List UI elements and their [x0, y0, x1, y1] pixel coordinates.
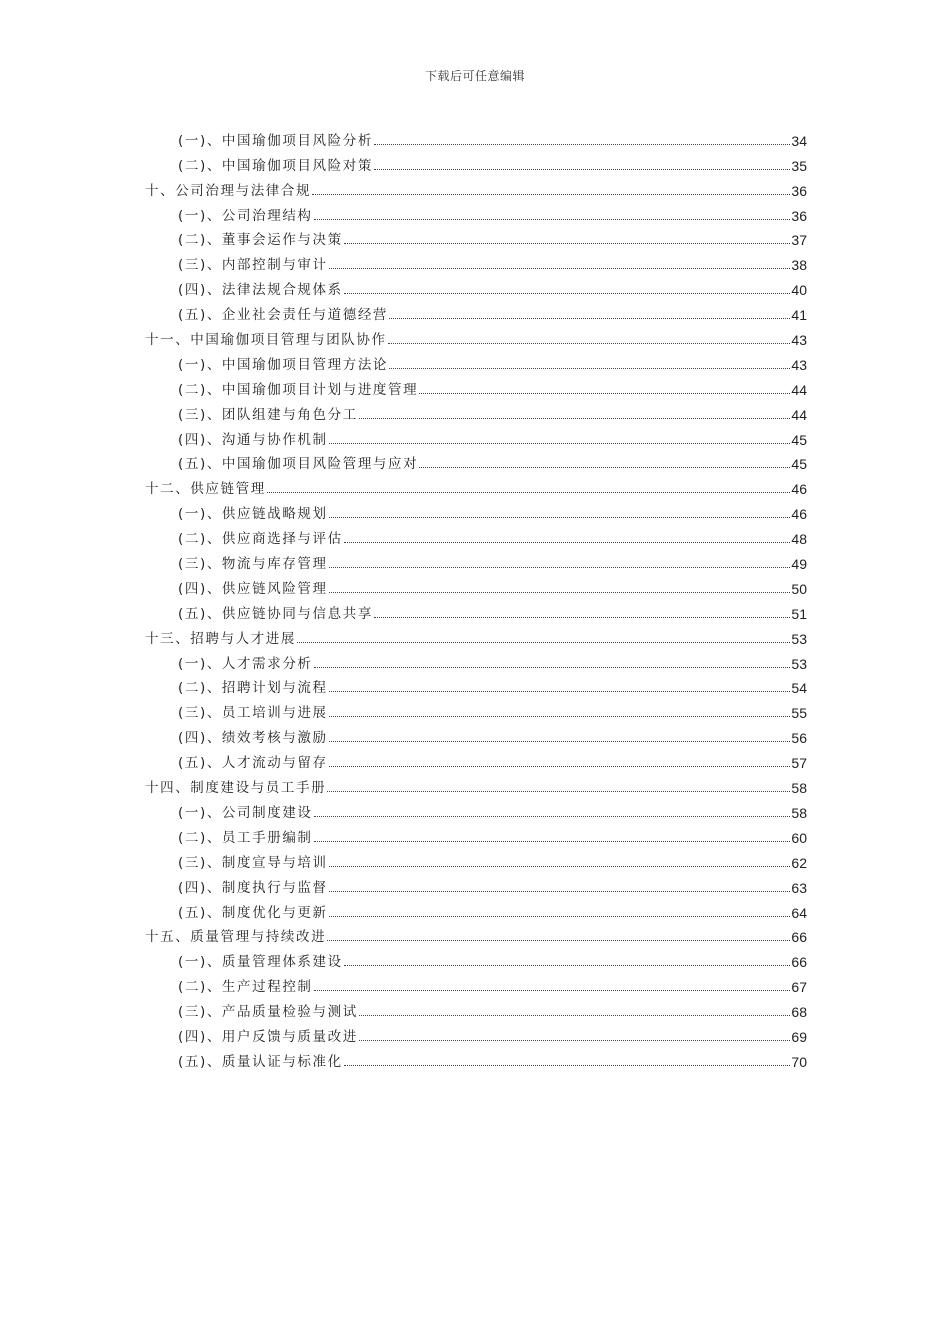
toc-entry-title: (五)、质量认证与标准化: [178, 1053, 343, 1070]
toc-entry-page-number: 57: [791, 755, 807, 772]
page-header: 下载后可任意编辑: [424, 69, 525, 83]
toc-dot-leader: [419, 393, 790, 394]
toc-entry-title: (二)、供应商选择与评估: [178, 531, 343, 548]
toc-entry-title: (三)、团队组建与角色分工: [178, 406, 358, 423]
toc-entry-title: (二)、中国瑜伽项目风险对策: [178, 157, 373, 174]
toc-entry-title: (五)、供应链协同与信息共享: [178, 605, 373, 622]
toc-dot-leader: [374, 169, 790, 170]
toc-entry-title: (一)、中国瑜伽项目管理方法论: [178, 356, 389, 373]
toc-entry-page-number: 46: [791, 481, 807, 498]
toc-section-entry[interactable]: [145, 375, 807, 400]
toc-dot-leader: [314, 667, 791, 668]
toc-section-entry[interactable]: [145, 1022, 807, 1047]
toc-entry-title: (一)、人才需求分析: [178, 655, 313, 672]
toc-dot-leader: [344, 243, 791, 244]
toc-dot-leader: [329, 567, 791, 568]
toc-dot-leader: [329, 741, 791, 742]
toc-entry-title: (四)、供应链风险管理: [178, 580, 328, 597]
toc-entry-title: (五)、制度优化与更新: [178, 904, 328, 921]
toc-entry-title: 十五、质量管理与持续改进: [145, 929, 327, 946]
toc-section-entry[interactable]: [145, 549, 807, 574]
toc-entry-page-number: 36: [791, 207, 807, 224]
toc-section-entry[interactable]: [145, 350, 807, 375]
toc-entry-title: 十一、中国瑜伽项目管理与团队协作: [145, 332, 387, 349]
toc-entry-title: (三)、内部控制与审计: [178, 257, 328, 274]
toc-dot-leader: [314, 816, 791, 817]
toc-section-entry[interactable]: [145, 250, 807, 275]
toc-entry-page-number: 63: [791, 879, 807, 896]
toc-dot-leader: [359, 1040, 791, 1041]
toc-dot-leader: [359, 418, 791, 419]
toc-entry-page-number: 35: [791, 157, 807, 174]
toc-chapter-entry[interactable]: [145, 474, 807, 499]
toc-entry-title: (二)、中国瑜伽项目计划与进度管理: [178, 381, 419, 398]
toc-section-entry[interactable]: [145, 1047, 807, 1072]
table-of-contents: [145, 126, 807, 1072]
toc-section-entry[interactable]: [145, 226, 807, 251]
toc-chapter-entry[interactable]: [145, 325, 807, 350]
toc-section-entry[interactable]: [145, 524, 807, 549]
toc-section-entry[interactable]: [145, 798, 807, 823]
toc-section-entry[interactable]: [145, 275, 807, 300]
toc-dot-leader: [297, 642, 790, 643]
toc-entry-title: (四)、用户反馈与质量改进: [178, 1028, 358, 1045]
toc-section-entry[interactable]: [145, 499, 807, 524]
toc-entry-title: 十四、制度建设与员工手册: [145, 780, 327, 797]
toc-entry-page-number: 69: [791, 1028, 807, 1045]
toc-dot-leader: [344, 542, 791, 543]
toc-dot-leader: [344, 965, 791, 966]
toc-section-entry[interactable]: [145, 748, 807, 773]
toc-entry-page-number: 41: [791, 307, 807, 324]
toc-section-entry[interactable]: [145, 649, 807, 674]
toc-entry-title: (三)、员工培训与进展: [178, 705, 328, 722]
toc-section-entry[interactable]: [145, 698, 807, 723]
toc-section-entry[interactable]: [145, 898, 807, 923]
toc-section-entry[interactable]: [145, 201, 807, 226]
toc-entry-page-number: 38: [791, 257, 807, 274]
toc-entry-page-number: 54: [791, 680, 807, 697]
toc-section-entry[interactable]: [145, 300, 807, 325]
toc-entry-title: (三)、物流与库存管理: [178, 556, 328, 573]
toc-section-entry[interactable]: [145, 873, 807, 898]
toc-entry-page-number: 48: [791, 531, 807, 548]
toc-entry-title: 十、公司治理与法律合规: [145, 182, 312, 199]
toc-chapter-entry[interactable]: [145, 624, 807, 649]
toc-dot-leader: [329, 916, 791, 917]
toc-entry-page-number: 53: [791, 655, 807, 672]
toc-entry-title: (四)、制度执行与监督: [178, 879, 328, 896]
toc-dot-leader: [327, 791, 790, 792]
toc-section-entry[interactable]: [145, 848, 807, 873]
toc-entry-page-number: 44: [791, 381, 807, 398]
toc-entry-title: 十三、招聘与人才进展: [145, 630, 296, 647]
toc-section-entry[interactable]: [145, 126, 807, 151]
toc-entry-title: (四)、法律法规合规体系: [178, 282, 343, 299]
toc-section-entry[interactable]: [145, 151, 807, 176]
toc-entry-page-number: 66: [791, 929, 807, 946]
toc-dot-leader: [329, 766, 791, 767]
toc-section-entry[interactable]: [145, 574, 807, 599]
toc-chapter-entry[interactable]: [145, 176, 807, 201]
toc-section-entry[interactable]: [145, 599, 807, 624]
toc-dot-leader: [374, 144, 790, 145]
toc-dot-leader: [359, 1015, 791, 1016]
toc-entry-title: (二)、董事会运作与决策: [178, 232, 343, 249]
toc-dot-leader: [374, 617, 790, 618]
toc-dot-leader: [329, 592, 791, 593]
toc-entry-page-number: 55: [791, 705, 807, 722]
toc-section-entry[interactable]: [145, 823, 807, 848]
toc-entry-page-number: 58: [791, 804, 807, 821]
toc-entry-title: (五)、中国瑜伽项目风险管理与应对: [178, 456, 419, 473]
toc-dot-leader: [329, 691, 791, 692]
toc-dot-leader: [314, 841, 791, 842]
toc-entry-page-number: 37: [791, 232, 807, 249]
toc-dot-leader: [329, 716, 791, 717]
toc-section-entry[interactable]: [145, 425, 807, 450]
toc-dot-leader: [314, 990, 791, 991]
toc-entry-title: (三)、产品质量检验与测试: [178, 1004, 358, 1021]
toc-dot-leader: [344, 1065, 791, 1066]
toc-entry-page-number: 62: [791, 854, 807, 871]
toc-section-entry[interactable]: [145, 947, 807, 972]
toc-entry-page-number: 66: [791, 954, 807, 971]
toc-entry-title: (一)、公司治理结构: [178, 207, 313, 224]
toc-dot-leader: [267, 492, 791, 493]
toc-dot-leader: [314, 219, 791, 220]
toc-section-entry[interactable]: [145, 450, 807, 475]
toc-entry-page-number: 34: [791, 132, 807, 149]
toc-entry-title: 十二、供应链管理: [145, 481, 266, 498]
toc-entry-page-number: 40: [791, 282, 807, 299]
toc-dot-leader: [329, 517, 791, 518]
toc-entry-page-number: 53: [791, 630, 807, 647]
toc-dot-leader: [344, 293, 791, 294]
toc-entry-page-number: 58: [791, 780, 807, 797]
toc-dot-leader: [327, 940, 790, 941]
toc-entry-page-number: 44: [791, 406, 807, 423]
toc-section-entry[interactable]: [145, 972, 807, 997]
toc-entry-title: (四)、绩效考核与激励: [178, 730, 328, 747]
toc-entry-page-number: 49: [791, 556, 807, 573]
toc-entry-title: (一)、公司制度建设: [178, 804, 313, 821]
toc-entry-title: (一)、质量管理体系建设: [178, 954, 343, 971]
toc-entry-title: (三)、制度宣导与培训: [178, 854, 328, 871]
toc-dot-leader: [419, 467, 790, 468]
toc-entry-page-number: 45: [791, 431, 807, 448]
toc-entry-page-number: 60: [791, 829, 807, 846]
toc-dot-leader: [388, 343, 791, 344]
toc-section-entry[interactable]: [145, 997, 807, 1022]
toc-entry-page-number: 36: [791, 182, 807, 199]
toc-entry-page-number: 67: [791, 979, 807, 996]
toc-dot-leader: [389, 368, 790, 369]
toc-entry-title: (五)、企业社会责任与道德经营: [178, 307, 389, 324]
toc-chapter-entry[interactable]: [145, 923, 807, 948]
toc-dot-leader: [329, 443, 791, 444]
toc-entry-page-number: 56: [791, 730, 807, 747]
toc-entry-page-number: 46: [791, 506, 807, 523]
toc-entry-page-number: 64: [791, 904, 807, 921]
toc-dot-leader: [329, 866, 791, 867]
toc-dot-leader: [329, 268, 791, 269]
toc-dot-leader: [329, 891, 791, 892]
toc-entry-title: (四)、沟通与协作机制: [178, 431, 328, 448]
toc-entry-title: (二)、招聘计划与流程: [178, 680, 328, 697]
toc-entry-page-number: 70: [791, 1053, 807, 1070]
toc-entry-title: (一)、供应链战略规划: [178, 506, 328, 523]
toc-chapter-entry[interactable]: [145, 773, 807, 798]
toc-entry-title: (一)、中国瑜伽项目风险分析: [178, 132, 373, 149]
toc-entry-page-number: 45: [791, 456, 807, 473]
toc-entry-page-number: 68: [791, 1004, 807, 1021]
toc-entry-title: (二)、员工手册编制: [178, 829, 313, 846]
toc-entry-page-number: 50: [791, 580, 807, 597]
toc-entry-page-number: 43: [791, 332, 807, 349]
toc-dot-leader: [312, 194, 790, 195]
toc-section-entry[interactable]: [145, 723, 807, 748]
toc-entry-page-number: 43: [791, 356, 807, 373]
toc-entry-page-number: 51: [791, 605, 807, 622]
toc-section-entry[interactable]: [145, 400, 807, 425]
toc-dot-leader: [389, 318, 790, 319]
toc-entry-title: (五)、人才流动与留存: [178, 755, 328, 772]
toc-entry-title: (二)、生产过程控制: [178, 979, 313, 996]
toc-section-entry[interactable]: [145, 674, 807, 699]
